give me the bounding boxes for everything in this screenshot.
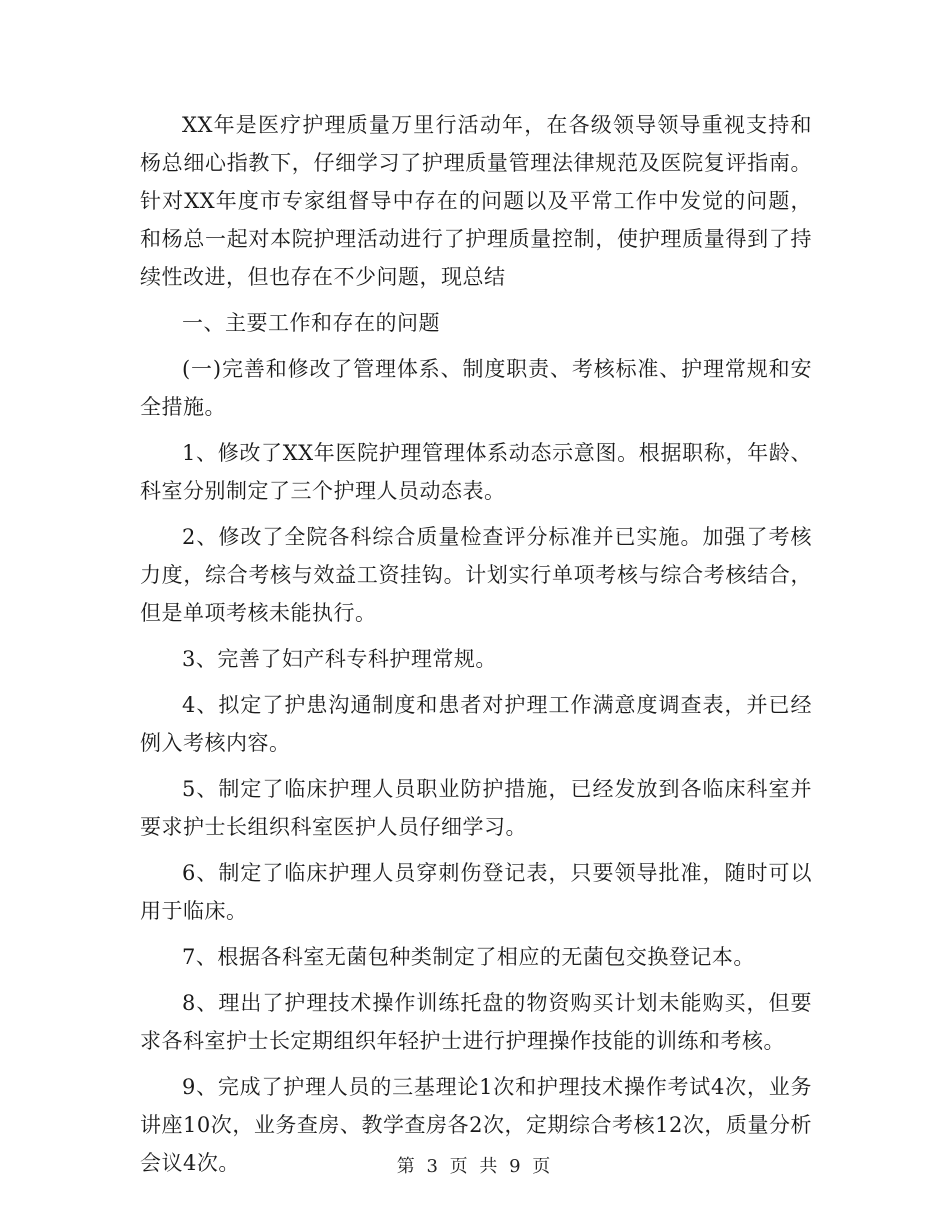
list-item-1: 1、修改了XX年医院护理管理体系动态示意图。根据职称，年龄、科室分别制定了三个护理人员动态表。 — [140, 441, 812, 503]
paragraph-intro: XX年是医疗护理质量万里行活动年，在各级领导领导重视支持和杨总细心指教下，仔细学习了护理质量管理法律规范及医院复评指南。针对XX年度市专家组督导中存在的问题以及平常工作中发觉的问题，和杨总一起对本院护理活动进行了护理质量控制，使护理质量得到了持续性改进，但也存在不少问题，现总结 — [140, 113, 812, 289]
list-item-2: 2、修改了全院各科综合质量检查评分标准并已实施。加强了考核力度，综合考核与效益工资挂钩。计划实行单项考核与综合考核结合，但是单项考核未能执行。 — [140, 525, 812, 625]
list-item-3: 3、完善了妇产科专科护理常规。 — [182, 647, 497, 671]
document-body — [140, 106, 812, 1190]
list-item-5: 5、制定了临床护理人员职业防护措施，已经发放到各临床科室并要求护士长组织科室医护人员仔细学习。 — [140, 777, 812, 839]
list-item-8: 8、理出了护理技术操作训练托盘的物资购买计划未能购买，但要求各科室护士长定期组织年轻护士进行护理操作技能的训练和考核。 — [140, 991, 812, 1053]
section-heading-main-work: 一、主要工作和存在的问题 — [182, 311, 440, 335]
list-item-7: 7、根据各科室无菌包种类制定了相应的无菌包交换登记本。 — [182, 945, 755, 969]
subsection-heading-1: (一)完善和修改了管理体系、制度职责、考核标准、护理常规和安全措施。 — [140, 357, 812, 419]
list-item-4: 4、拟定了护患沟通制度和患者对护理工作满意度调查表，并已经例入考核内容。 — [140, 693, 812, 755]
list-item-9: 9、完成了护理人员的三基理论1次和护理技术操作考试4次，业务讲座10次，业务查房、教学查房各2次，定期综合考核12次，质量分析会议4次。 — [140, 1075, 812, 1175]
page-number-footer: 第 3 页 共 9 页 — [396, 1156, 554, 1177]
list-item-6: 6、制定了临床护理人员穿刺伤登记表，只要领导批准，随时可以用于临床。 — [140, 861, 812, 923]
